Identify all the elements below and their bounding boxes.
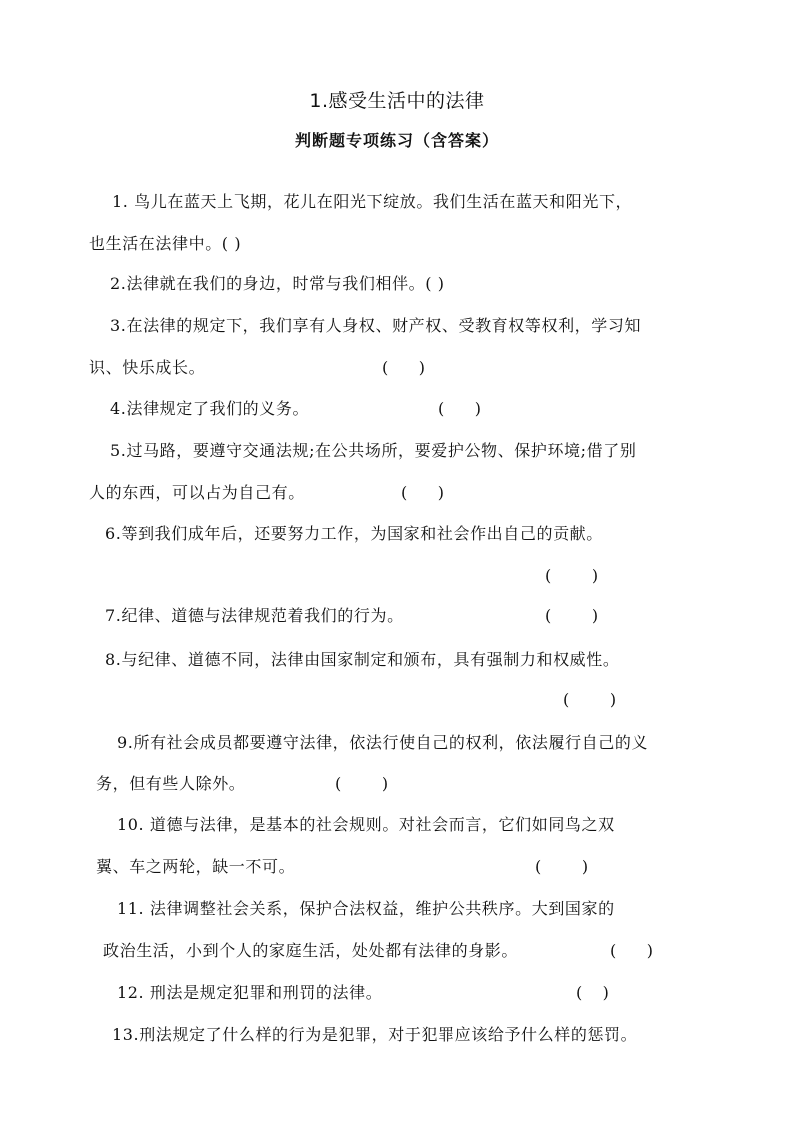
question-3-answer-blank: ( ) (382, 358, 425, 377)
question-7: 7.纪律、道德与法律规范着我们的行为。 (105, 606, 404, 625)
question-5-line-1: 5.过马路，要遵守交通法规;在公共场所，要爱护公物、保护环境;借了别 (110, 441, 637, 460)
question-11-line-2: 政治生活，小到个人的家庭生活，处处都有法律的身影。 (103, 941, 519, 960)
question-5-line-2: 人的东西，可以占为自己有。 (89, 483, 305, 502)
question-12: 12. 刑法是规定犯罪和刑罚的法律。 (117, 983, 383, 1002)
question-8-answer-blank: ( ) (563, 690, 617, 709)
question-1-line-2: 也生活在法律中。( ) (89, 234, 242, 253)
question-4: 4.法律规定了我们的义务。 (110, 399, 310, 418)
question-3-line-1: 3.在法律的规定下，我们享有人身权、财产权、受教育权等权利，学习知 (110, 316, 642, 335)
question-8: 8.与纪律、道德不同，法律由国家制定和颁布，具有强制力和权威性。 (105, 650, 620, 669)
question-9-line-1: 9.所有社会成员都要遵守法律，依法行使自己的权利，依法履行自己的义 (117, 733, 649, 752)
question-1-line-1: 1. 鸟儿在蓝天上飞期，花儿在阳光下绽放。我们生活在蓝天和阳光下， (112, 192, 633, 211)
question-11-line-1: 11. 法律调整社会关系，保护合法权益，维护公共秩序。大到国家的 (117, 899, 615, 918)
question-9-line-2: 务，但有些人除外。 (96, 774, 246, 793)
question-10-answer-blank: ( ) (535, 857, 589, 876)
question-4-answer-blank: ( ) (438, 399, 481, 418)
question-11-answer-blank: ( ) (610, 941, 653, 960)
page-subtitle: 判断题专项练习（含答案） (294, 131, 499, 150)
question-6-answer-blank: ( ) (545, 566, 599, 585)
question-13: 13.刑法规定了什么样的行为是犯罪，对于犯罪应该给予什么样的惩罚。 (112, 1025, 638, 1044)
page-title: 1.感受生活中的法律 (309, 90, 485, 112)
question-3-line-2: 识、快乐成长。 (89, 358, 206, 377)
question-12-answer-blank: ( ) (576, 983, 609, 1002)
question-6: 6.等到我们成年后，还要努力工作，为国家和社会作出自己的贡献。 (105, 524, 603, 543)
question-7-answer-blank: ( ) (545, 606, 599, 625)
question-10-line-1: 10. 道德与法律，是基本的社会规则。对社会而言，它们如同鸟之双 (117, 815, 615, 834)
question-2: 2.法律就在我们的身边，时常与我们相伴。( ) (110, 274, 445, 293)
question-5-answer-blank: ( ) (401, 483, 444, 502)
question-9-answer-blank: ( ) (335, 774, 389, 793)
question-10-line-2: 翼、车之两轮，缺一不可。 (96, 857, 296, 876)
